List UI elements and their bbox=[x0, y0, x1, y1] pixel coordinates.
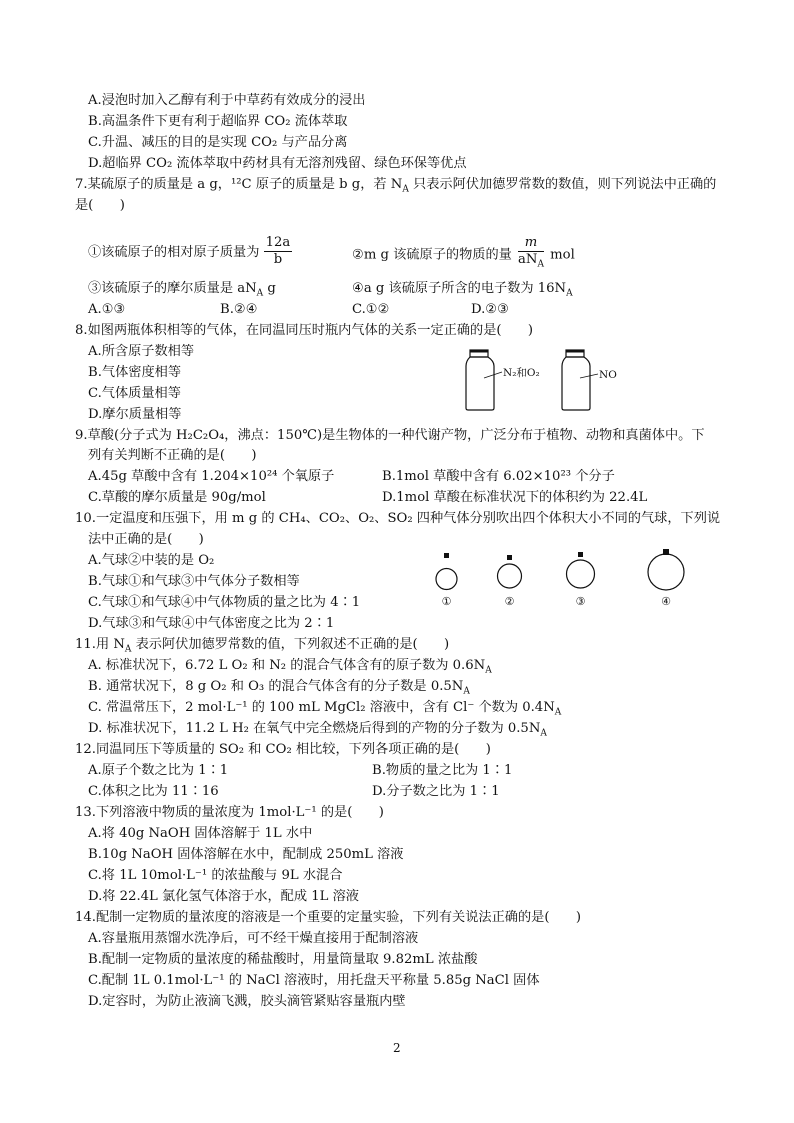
q6-option-d: D.超临界 CO₂ 流体萃取中药材具有无溶剂残留、绿色环保等优点 bbox=[88, 156, 467, 171]
balloon-1-label: ① bbox=[441, 595, 452, 608]
q7-option-b: B.②④ bbox=[220, 302, 258, 317]
q11-option-c: C. 常温常压下，2 mol·L⁻¹ 的 100 mL MgCl₂ 溶液中，含有 Cl⁻ 个数为 $0.4N_A$ bbox=[88, 700, 562, 718]
q11-stem: 11.用 $N_A$ 表示阿伏加德罗常数的值，下列叙述不正确的是( ) bbox=[75, 637, 450, 655]
q7-statement-4: ④a g 该硫原子所含的电子数为 $16N_A$ bbox=[352, 281, 573, 299]
q6-option-b: B.高温条件下更有利于超临界 CO₂ 流体萃取 bbox=[88, 114, 348, 129]
q10-option-d: D.气球③和气球④中气体密度之比为 2∶1 bbox=[88, 616, 335, 631]
balloon-1-knot bbox=[444, 553, 449, 558]
q12-option-a: A.原子个数之比为 1∶1 bbox=[88, 763, 229, 778]
balloon-3 bbox=[567, 560, 595, 588]
q10-stem-line2: 法中正确的是( ) bbox=[88, 532, 204, 547]
q7-stem-line1: 7.某硫原子的质量是 a g，¹²C 原子的质量是 b g，若 $N_A$ 只表示阿伏加德罗常数的数值，则下列说法中正确的 bbox=[75, 177, 717, 195]
q13-option-d: D.将 22.4L 氯化氢气体溶于水，配成 1L 溶液 bbox=[88, 889, 359, 904]
q7-statement-1: ①该硫原子的相对原子质量为 $\frac{12a}{b}$ bbox=[88, 235, 291, 267]
q14-option-b: B.配制一定物质的量浓度的稀盐酸时，用量筒量取 9.82mL 浓盐酸 bbox=[88, 952, 478, 967]
balloon-2 bbox=[498, 564, 522, 588]
q10-option-a: A.气球②中装的是 O₂ bbox=[88, 553, 215, 568]
q11-option-d: D. 标准状况下，11.2 L H₂ 在氧气中完全燃烧后得到的产物的分子数为 $0.5N_A$ bbox=[88, 721, 547, 739]
q6-option-a: A.浸泡时加入乙醇有利于中草药有效成分的浸出 bbox=[88, 93, 366, 108]
q7-option-d: D.②③ bbox=[471, 302, 509, 317]
q14-option-a: A.容量瓶用蒸馏水洗净后，可不经干燥直接用于配制溶液 bbox=[88, 931, 419, 946]
balloon-3-knot bbox=[578, 552, 583, 557]
q11-option-b: B. 通常状况下，8 g O₂ 和 O₃ 的混合气体含有的分子数是 $0.5N_A$ bbox=[88, 679, 470, 697]
q14-option-d: D.定容时，为防止液滴飞溅，胶头滴管紧贴容量瓶内壁 bbox=[88, 994, 406, 1009]
q8-option-a: A.所含原子数相等 bbox=[88, 344, 195, 359]
q7-fraction-2: m $aN_A$ bbox=[518, 235, 544, 270]
balloon-4 bbox=[648, 554, 684, 590]
q6-option-c: C.升温、减压的目的是实现 CO₂ 与产品分离 bbox=[88, 135, 348, 150]
q9-option-a: A.45g 草酸中含有 1.204×10²⁴ 个氧原子 bbox=[88, 469, 335, 484]
q8-option-d: D.摩尔质量相等 bbox=[88, 407, 182, 422]
q12-stem: 12.同温同压下等质量的 SO₂ 和 CO₂ 相比较，下列各项正确的是( ) bbox=[75, 742, 491, 757]
balloon-2-knot bbox=[507, 555, 512, 560]
page-number: 2 bbox=[393, 1041, 401, 1055]
q9-option-c: C.草酸的摩尔质量是 90g/mol bbox=[88, 490, 266, 505]
q9-option-b: B.1mol 草酸中含有 6.02×10²³ 个分子 bbox=[382, 469, 615, 484]
q7-statement-3: ③该硫原子的摩尔质量是 $aN_A$ g bbox=[88, 281, 276, 299]
q8-stem: 8.如图两瓶体积相等的气体，在同温同压时瓶内气体的关系一定正确的是( ) bbox=[75, 323, 534, 338]
q8-option-b: B.气体密度相等 bbox=[88, 365, 182, 380]
q12-option-d: D.分子数之比为 1∶1 bbox=[372, 784, 500, 799]
bottle-1-label: N₂和O₂ bbox=[503, 367, 540, 379]
balloon-3-label: ③ bbox=[575, 595, 586, 608]
q9-stem-line1: 9.草酸(分子式为 H₂C₂O₄，沸点：150℃)是生物体的一种代谢产物，广泛分布于植物、动物和真菌体中。下 bbox=[75, 428, 705, 443]
balloon-1 bbox=[436, 569, 457, 590]
bottle-2-leader bbox=[580, 374, 598, 378]
q10-balloons-figure bbox=[425, 548, 695, 613]
q9-stem-line2: 列有关判断不正确的是( ) bbox=[88, 448, 257, 463]
q7-option-c: C.①② bbox=[352, 302, 390, 317]
q7-option-a: A.①③ bbox=[88, 302, 126, 317]
q10-option-c: C.气球①和气球④中气体物质的量之比为 4∶1 bbox=[88, 595, 361, 610]
q14-option-c: C.配制 1L 0.1mol·L⁻¹ 的 NaCl 溶液时，用托盘天平称量 5.85g NaCl 固体 bbox=[88, 973, 540, 988]
q10-stem-line1: 10.一定温度和压强下，用 m g 的 CH₄、CO₂、O₂、SO₂ 四种气体分别吹出四个体积大小不同的气球，下列说 bbox=[75, 511, 721, 526]
q8-bottles-figure bbox=[455, 348, 655, 414]
q14-stem: 14.配制一定物质的量浓度的溶液是一个重要的定量实验，下列有关说法正确的是( ) bbox=[75, 910, 582, 925]
bottle-2-label: NO bbox=[599, 369, 617, 381]
q13-option-a: A.将 40g NaOH 固体溶解于 1L 水中 bbox=[88, 826, 313, 841]
balloon-4-label: ④ bbox=[661, 595, 671, 608]
bottle-2-shape bbox=[562, 350, 590, 410]
q9-option-d: D.1mol 草酸在标准状况下的体积约为 22.4L bbox=[382, 490, 648, 505]
q10-option-b: B.气球①和气球③中气体分子数相等 bbox=[88, 574, 300, 589]
q12-option-c: C.体积之比为 11∶16 bbox=[88, 784, 219, 799]
q7-stem-line2: 是( ) bbox=[75, 198, 125, 213]
q13-option-c: C.将 1L 10mol·L⁻¹ 的浓盐酸与 9L 水混合 bbox=[88, 868, 343, 883]
bottle-1-shape bbox=[466, 350, 494, 410]
q11-option-a: A. 标准状况下，6.72 L O₂ 和 N₂ 的混合气体含有的原子数为 $0.6N_A$ bbox=[88, 658, 492, 676]
bottle-1-leader bbox=[484, 372, 502, 378]
q7-fraction-1: $\frac{12a}{b}$ bbox=[265, 235, 291, 267]
q8-option-c: C.气体质量相等 bbox=[88, 386, 181, 401]
q12-option-b: B.物质的量之比为 1∶1 bbox=[372, 763, 513, 778]
q13-stem: 13.下列溶液中物质的量浓度为 1mol·L⁻¹ 的是( ) bbox=[75, 805, 384, 820]
balloon-2-label: ② bbox=[504, 595, 515, 608]
q13-option-b: B.10g NaOH 固体溶解在水中，配制成 250mL 溶液 bbox=[88, 847, 404, 862]
q7-statement-2: ②m g 该硫原子的物质的量 m $aN_A$ mol bbox=[352, 236, 575, 274]
